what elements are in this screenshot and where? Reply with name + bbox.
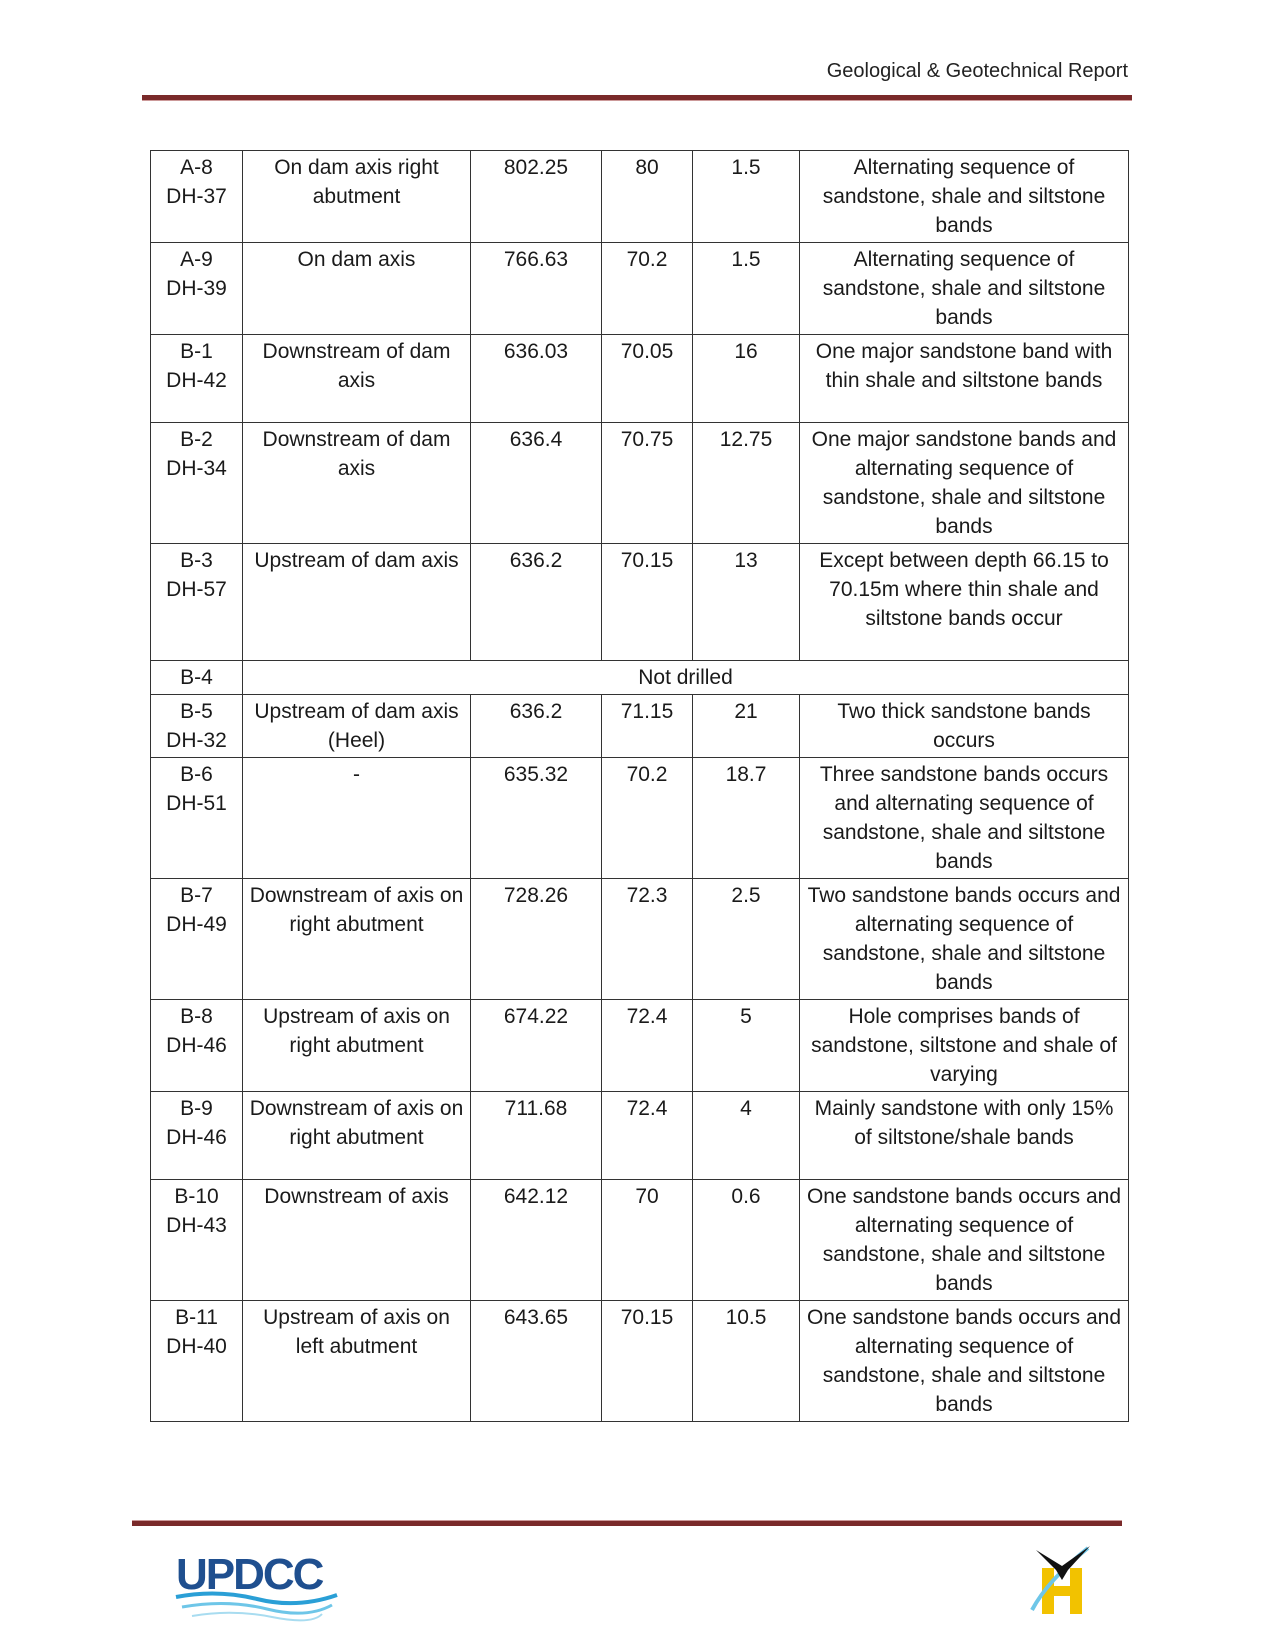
eagle-h-logo (1028, 1540, 1100, 1625)
description-cell: Two thick sandstone bands occurs (800, 695, 1129, 758)
table-row (151, 151, 1129, 243)
value-cell: 636.2 (471, 695, 602, 758)
value-cell: 643.65 (471, 1301, 602, 1422)
updcc-logo (172, 1545, 342, 1630)
header-divider (142, 95, 1132, 101)
table-row (151, 335, 1129, 423)
hole-cell: B-9 DH-46 (151, 1092, 243, 1180)
value-cell: 70.05 (602, 335, 693, 423)
description-cell: Mainly sandstone with only 15% of siltstone/shale bands (800, 1092, 1129, 1180)
value-cell: 1.5 (693, 151, 800, 243)
value-cell: 1.5 (693, 243, 800, 335)
value-cell: 72.4 (602, 1000, 693, 1092)
value-cell: 16 (693, 335, 800, 423)
updcc-logo-text: UPDCC (176, 1550, 323, 1599)
value-cell: 766.63 (471, 243, 602, 335)
table-row (151, 1180, 1129, 1301)
footer-divider (132, 1520, 1122, 1526)
location-cell: Upstream of dam axis (Heel) (243, 695, 471, 758)
hole-cell: A-9 DH-39 (151, 243, 243, 335)
location-cell: Downstream of dam axis (243, 423, 471, 544)
hole-cell: B-11 DH-40 (151, 1301, 243, 1422)
description-cell: Two sandstone bands occurs and alternating sequence of sandstone, shale and siltstone bands (800, 879, 1129, 1000)
table-row-not-drilled (151, 661, 1129, 695)
table-row (151, 544, 1129, 661)
location-cell: Downstream of dam axis (243, 335, 471, 423)
value-cell: 72.4 (602, 1092, 693, 1180)
value-cell: 12.75 (693, 423, 800, 544)
table-row (151, 423, 1129, 544)
hole-cell: B-5 DH-32 (151, 695, 243, 758)
table-row (151, 879, 1129, 1000)
description-cell: Alternating sequence of sandstone, shale and siltstone bands (800, 151, 1129, 243)
description-cell: One major sandstone bands and alternating sequence of sandstone, shale and siltstone bands (800, 423, 1129, 544)
hole-cell: B-6 DH-51 (151, 758, 243, 879)
value-cell: 674.22 (471, 1000, 602, 1092)
value-cell: 72.3 (602, 879, 693, 1000)
value-cell: 70.15 (602, 1301, 693, 1422)
description-cell: One major sandstone band with thin shale and siltstone bands (800, 335, 1129, 423)
value-cell: 70.75 (602, 423, 693, 544)
hole-cell: B-7 DH-49 (151, 879, 243, 1000)
description-cell: One sandstone bands occurs and alternating sequence of sandstone, shale and siltstone bands (800, 1301, 1129, 1422)
location-cell: Downstream of axis (243, 1180, 471, 1301)
value-cell: 802.25 (471, 151, 602, 243)
value-cell: 728.26 (471, 879, 602, 1000)
value-cell: 5 (693, 1000, 800, 1092)
value-cell: 70.15 (602, 544, 693, 661)
location-cell: - (243, 758, 471, 879)
value-cell: 2.5 (693, 879, 800, 1000)
value-cell: 70.2 (602, 243, 693, 335)
description-cell: Three sandstone bands occurs and alternating sequence of sandstone, shale and siltstone bands (800, 758, 1129, 879)
value-cell: 80 (602, 151, 693, 243)
hole-cell: B-10 DH-43 (151, 1180, 243, 1301)
hole-cell: B-4 (151, 661, 243, 695)
value-cell: 0.6 (693, 1180, 800, 1301)
value-cell: 18.7 (693, 758, 800, 879)
hole-cell: B-8 DH-46 (151, 1000, 243, 1092)
location-cell: Downstream of axis on right abutment (243, 879, 471, 1000)
hole-cell: B-1 DH-42 (151, 335, 243, 423)
hole-cell: A-8 DH-37 (151, 151, 243, 243)
description-cell: Hole comprises bands of sandstone, siltstone and shale of varying (800, 1000, 1129, 1092)
location-cell: Downstream of axis on right abutment (243, 1092, 471, 1180)
value-cell: 13 (693, 544, 800, 661)
location-cell: On dam axis (243, 243, 471, 335)
location-cell: Upstream of axis on right abutment (243, 1000, 471, 1092)
value-cell: 21 (693, 695, 800, 758)
report-header-title: Geological & Geotechnical Report (826, 60, 1128, 82)
description-cell: Alternating sequence of sandstone, shale and siltstone bands (800, 243, 1129, 335)
table-row (151, 758, 1129, 879)
value-cell: 71.15 (602, 695, 693, 758)
table-row (151, 243, 1129, 335)
value-cell: 636.2 (471, 544, 602, 661)
location-cell: Upstream of axis on left abutment (243, 1301, 471, 1422)
borehole-table (150, 150, 1129, 1422)
description-cell: One sandstone bands occurs and alternating sequence of sandstone, shale and siltstone bands (800, 1180, 1129, 1301)
value-cell: 635.32 (471, 758, 602, 879)
description-cell: Except between depth 66.15 to 70.15m where thin shale and siltstone bands occur (800, 544, 1129, 661)
table-row (151, 1092, 1129, 1180)
table-row (151, 1301, 1129, 1422)
value-cell: 636.4 (471, 423, 602, 544)
value-cell: 70.2 (602, 758, 693, 879)
location-cell: On dam axis right abutment (243, 151, 471, 243)
value-cell: 10.5 (693, 1301, 800, 1422)
value-cell: 636.03 (471, 335, 602, 423)
not-drilled-cell: Not drilled (243, 661, 1129, 695)
value-cell: 711.68 (471, 1092, 602, 1180)
value-cell: 642.12 (471, 1180, 602, 1301)
hole-cell: B-2 DH-34 (151, 423, 243, 544)
value-cell: 70 (602, 1180, 693, 1301)
location-cell: Upstream of dam axis (243, 544, 471, 661)
hole-cell: B-3 DH-57 (151, 544, 243, 661)
value-cell: 4 (693, 1092, 800, 1180)
table-row (151, 695, 1129, 758)
table-row (151, 1000, 1129, 1092)
